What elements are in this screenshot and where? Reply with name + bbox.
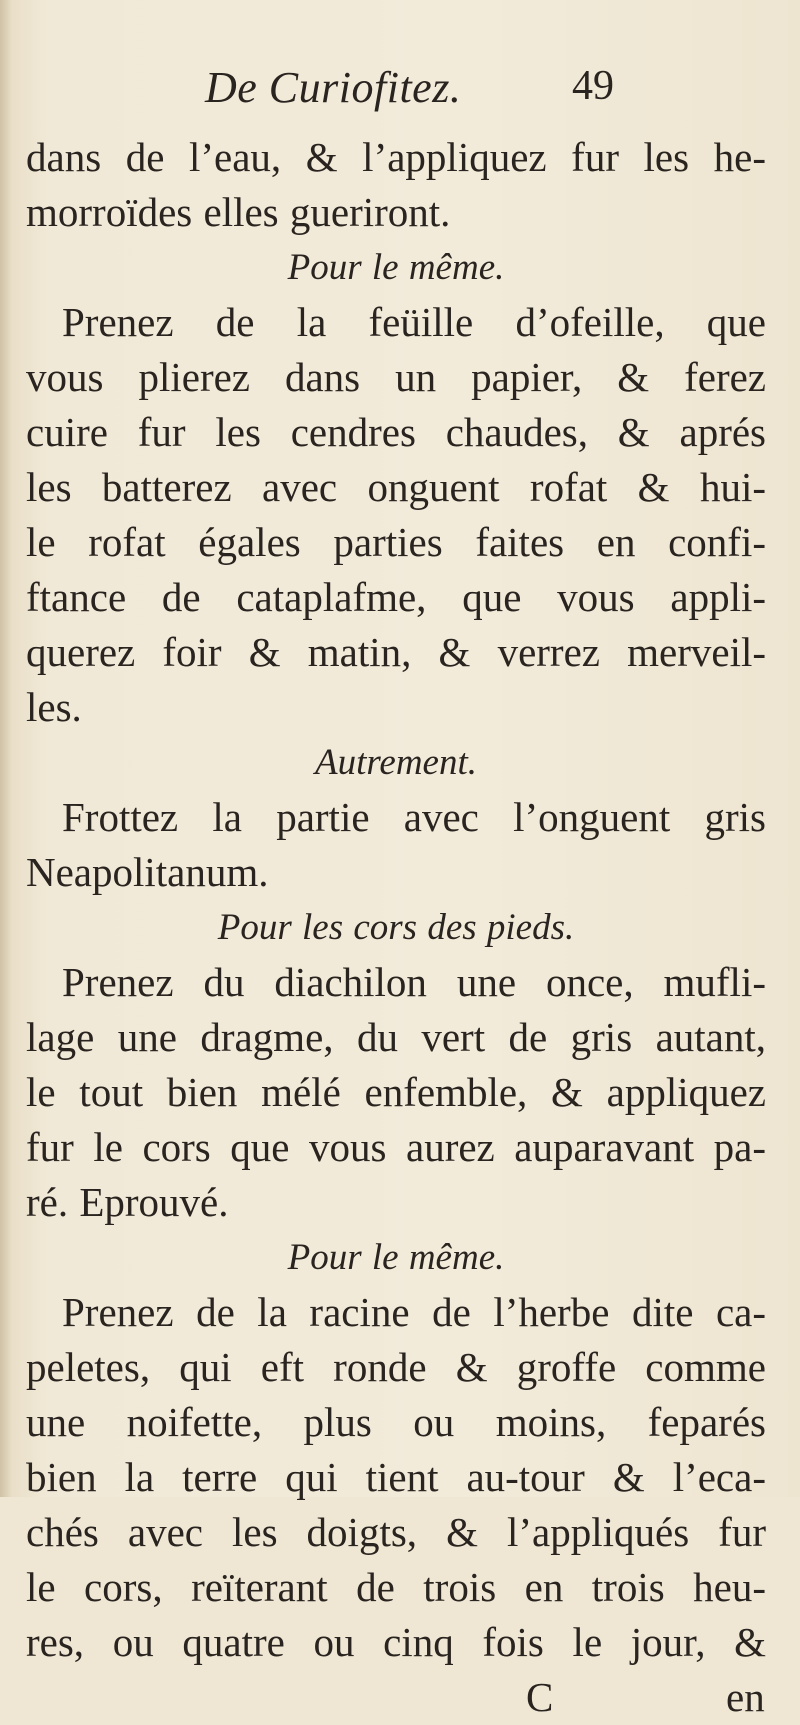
page-footer	[26, 1670, 766, 1725]
text-line: vous plierez dans un papier, & ferez	[26, 354, 766, 400]
text-line: Prenez de la feüille d’ofeille, que	[62, 299, 766, 345]
text-line: Neapolitanum.	[26, 849, 269, 895]
section-heading: Pour le même.	[287, 247, 505, 288]
text-line: le rofat égales parties faites en confi-	[26, 519, 766, 565]
text-line: chés avec les doigts, & l’appliqués fur	[26, 1509, 766, 1555]
text-line: le tout bien mélé enfemble, & appliquez	[26, 1069, 766, 1115]
section-heading: Pour le même.	[287, 1237, 505, 1278]
page-number: 49	[572, 63, 614, 109]
section-heading: Autrement.	[314, 742, 477, 783]
text-line: res, ou quatre ou cinq fois le jour, &	[26, 1619, 766, 1665]
text-line: les batterez avec onguent rofat & hui-	[26, 464, 766, 510]
text-line: Frottez la partie avec l’onguent gris	[62, 794, 766, 840]
section-heading: Pour les cors des pieds.	[217, 907, 575, 948]
text-line: peletes, qui eft ronde & groffe comme	[26, 1344, 766, 1390]
body-text	[26, 130, 766, 1725]
text-line: lage une dragme, du vert de gris autant,	[26, 1014, 766, 1060]
text-line: ré. Eprouvé.	[26, 1179, 229, 1225]
catchword: en	[726, 1674, 765, 1720]
text-line: bien la terre qui tient au-tour & l’eca-	[26, 1454, 766, 1500]
text-line: querez foir & matin, & verrez merveil-	[26, 629, 766, 675]
signature-mark: C	[526, 1674, 554, 1720]
text-line: les.	[26, 684, 82, 730]
text-line: dans de l’eau, & l’appliquez fur les he-	[26, 134, 766, 180]
text-line: Prenez du diachilon une once, mufli-	[62, 959, 766, 1005]
text-line: une noifette, plus ou moins, feparés	[26, 1399, 766, 1445]
text-line: morroïdes elles gueriront.	[26, 189, 451, 235]
text-line: fur le cors que vous aurez auparavant pa-	[26, 1124, 766, 1170]
page-header	[0, 62, 800, 122]
text-line: ftance de cataplafme, que vous appli-	[26, 574, 766, 620]
text-line: Prenez de la racine de l’herbe dite ca-	[62, 1289, 766, 1335]
text-line: le cors, reïterant de trois en trois heu-	[26, 1564, 766, 1610]
running-title: De Curiofitez.	[205, 63, 462, 112]
page-edge-shadow	[0, 0, 12, 1497]
text-line: cuire fur les cendres chaudes, & aprés	[26, 409, 766, 455]
